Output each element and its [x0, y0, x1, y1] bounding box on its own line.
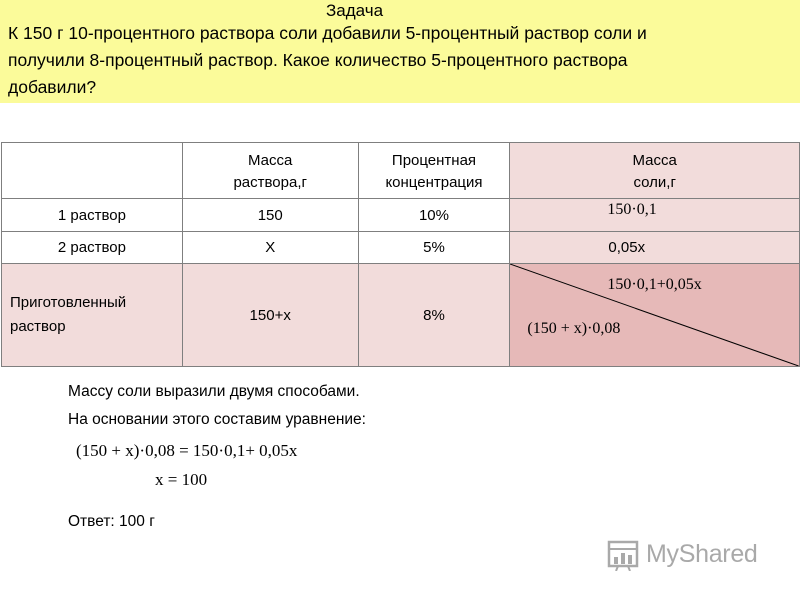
row-percent: 10% [358, 199, 510, 232]
text-line-2: На основании этого составим уравнение: [68, 411, 366, 428]
row-salt: 0,05x [510, 232, 800, 264]
equation: (150 + x)·0,08 = 150·0,1+ 0,05x [76, 441, 298, 460]
table-final-row [2, 264, 800, 367]
header-mass-solution: Масса раствора,г [182, 143, 358, 199]
row-label: 1 раствор [2, 199, 183, 232]
table-row [2, 199, 800, 232]
final-salt-expr-bottom: (150 + x)·0,08 [527, 320, 621, 337]
solution: x = 100 [155, 470, 208, 489]
solution-table [1, 142, 800, 367]
final-row-mass: 150+x [182, 264, 358, 367]
watermark-logo [606, 536, 758, 572]
bar-chart-icon [606, 537, 640, 571]
header-mass-salt: Масса соли,г [510, 143, 800, 199]
row-mass: 150 [182, 199, 358, 232]
task-title: Задача [326, 1, 384, 20]
final-row-label: Приготовленный раствор [2, 264, 183, 367]
final-row-salt-cell [510, 264, 800, 367]
task-box [0, 0, 800, 103]
header-empty-cell [2, 143, 183, 199]
row-percent: 5% [358, 232, 510, 264]
text-line-1: Массу соли выразили двумя способами. [68, 383, 360, 400]
table-row [2, 232, 800, 264]
task-line-2: получили 8-процентный раствор. Какое количество 5-процентного раствора [8, 50, 628, 70]
answer: Ответ: 100 г [68, 513, 155, 530]
final-salt-expr-top: 150·0,1+0,05x [607, 276, 702, 293]
row-salt: 150·0,1 [607, 201, 657, 218]
row-salt-cell [510, 199, 800, 232]
watermark-text: MyShared [646, 539, 758, 568]
task-line-1: К 150 г 10-процентного раствора соли добавили 5-процентный раствор соли и [8, 23, 647, 43]
table-header-row [2, 143, 800, 199]
row-label: 2 раствор [2, 232, 183, 264]
task-line-3: добавили? [8, 77, 97, 97]
final-row-percent: 8% [358, 264, 510, 367]
row-mass: X [182, 232, 358, 264]
header-concentration: Процентная концентрация [358, 143, 510, 199]
